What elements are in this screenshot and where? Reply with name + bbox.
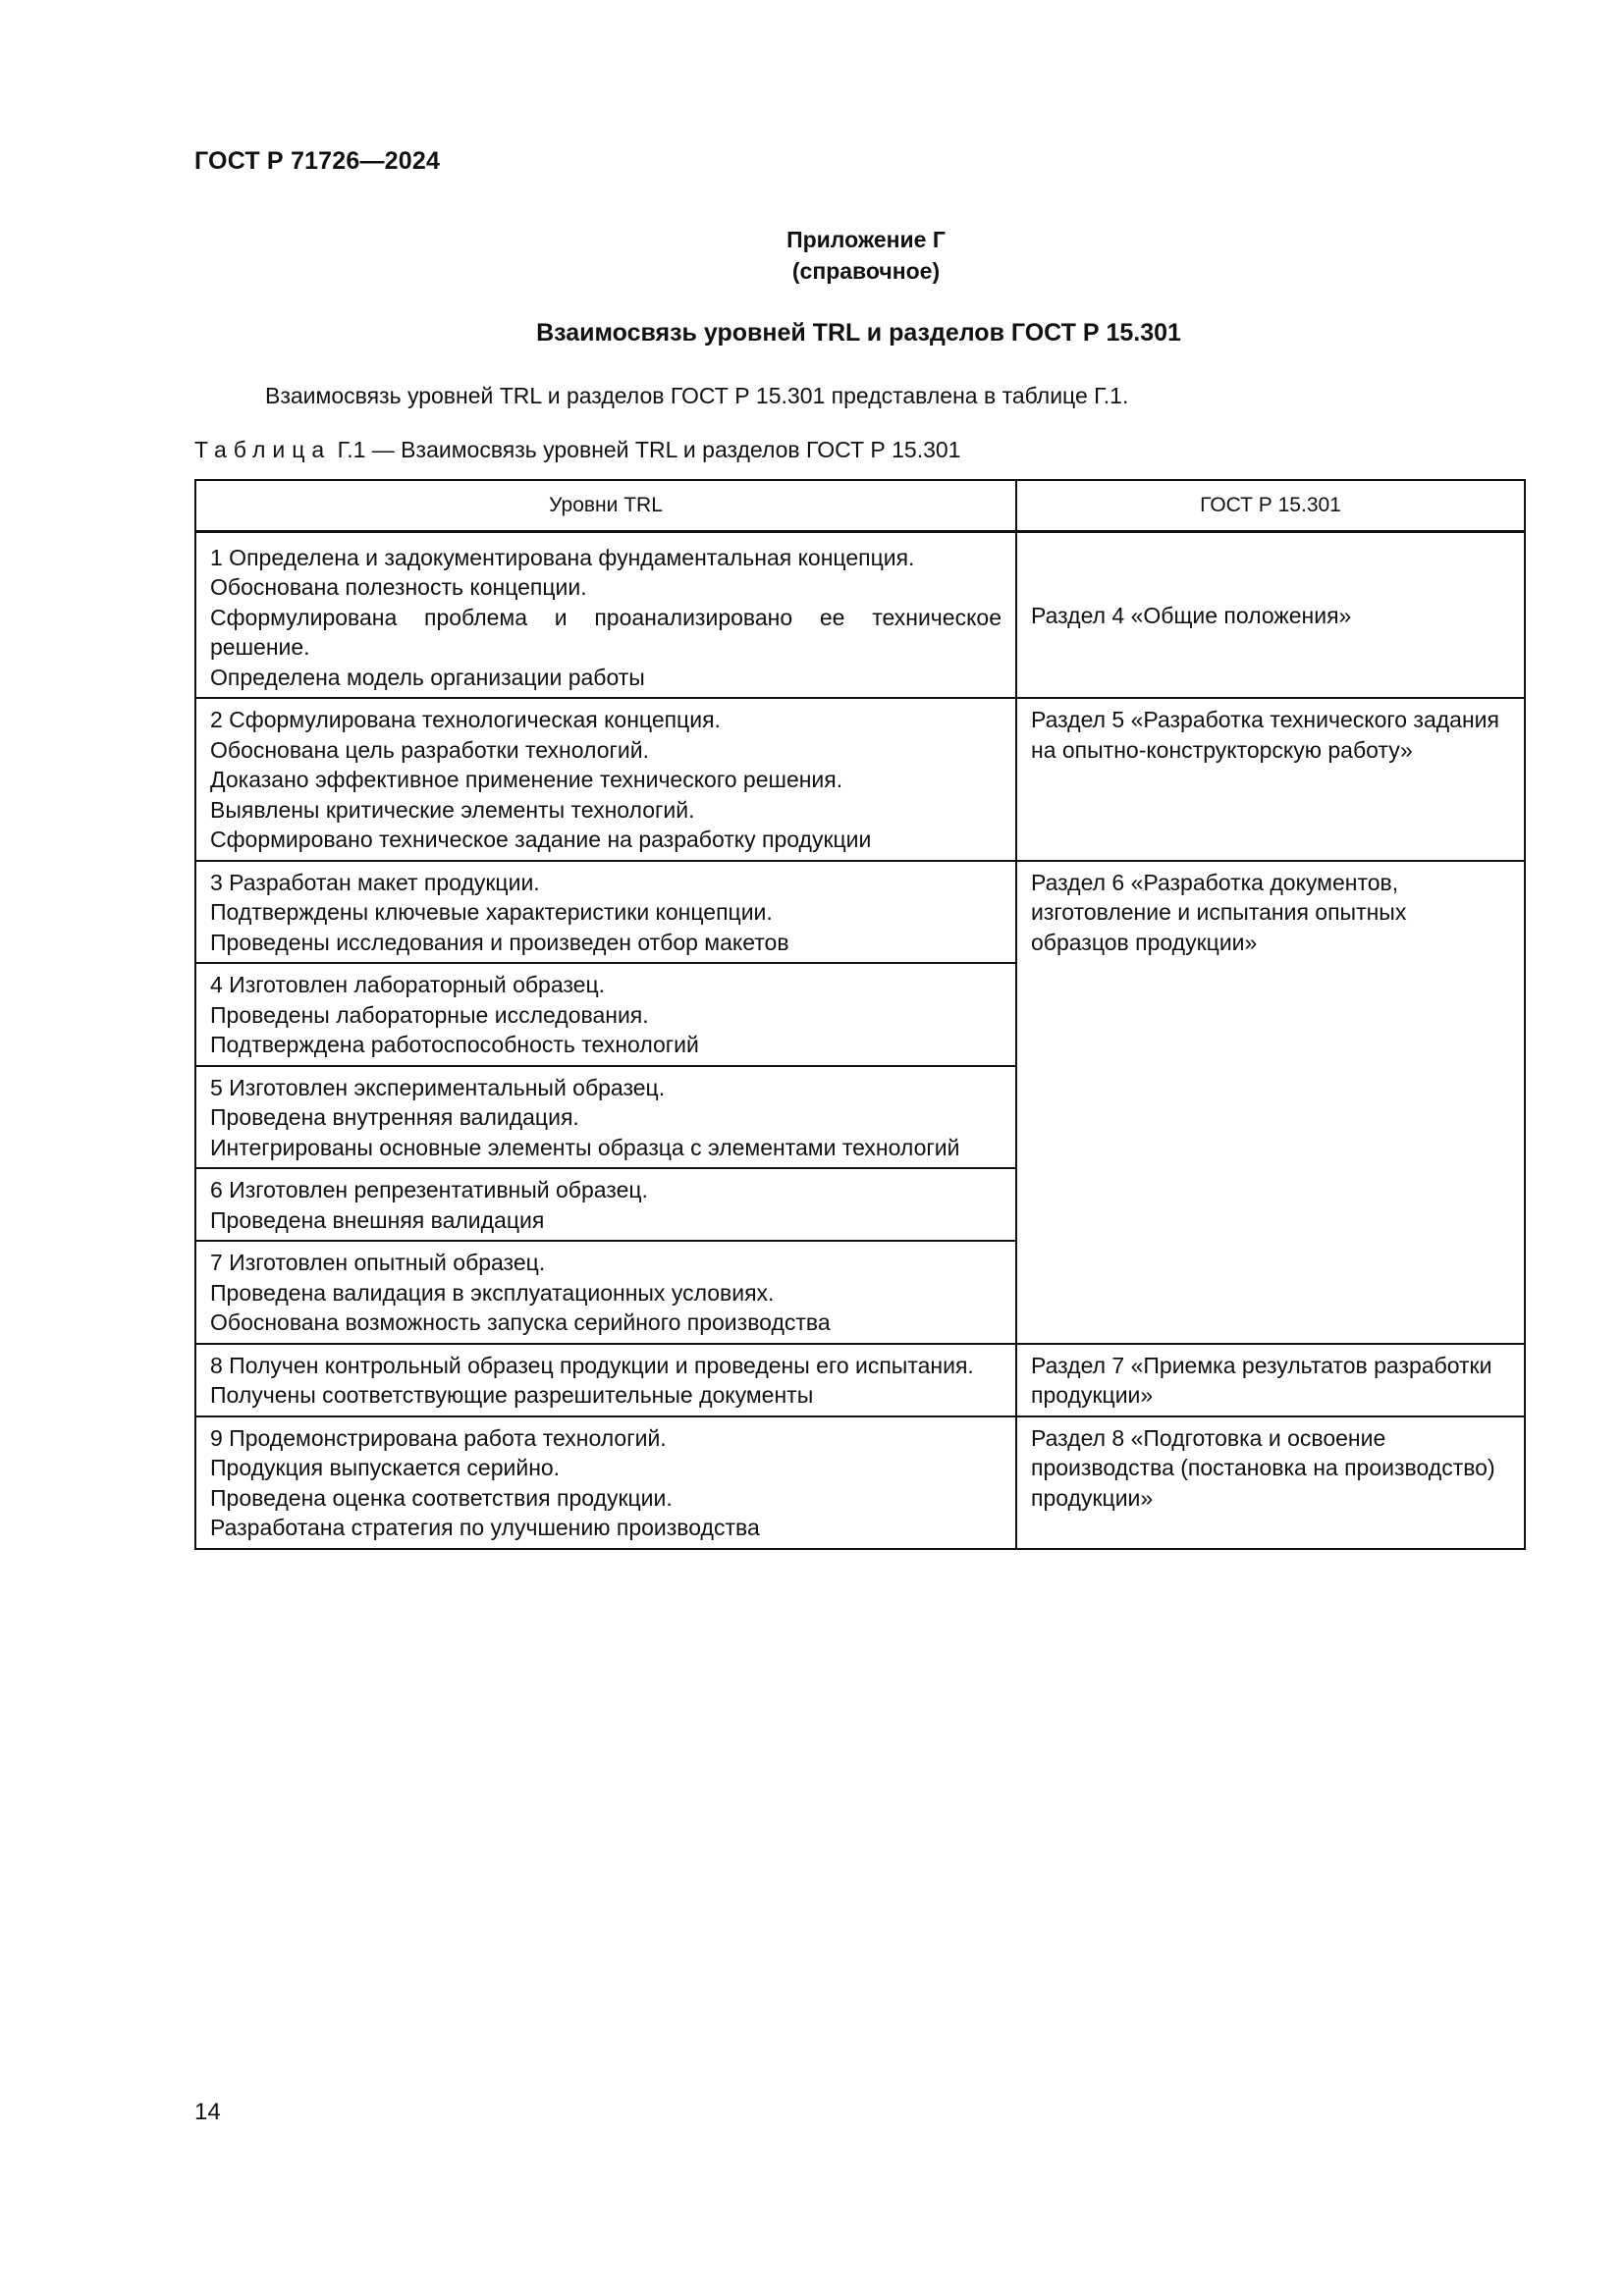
trl-level-9 <box>195 1416 1016 1549</box>
cell-line: Доказано эффективное применение технического решения. <box>210 767 843 792</box>
cell-line: 5 Изготовлен экспериментальный образец. <box>210 1074 666 1100</box>
cell-line: Подтверждена работоспособность технологий <box>210 1032 699 1057</box>
page-number: 14 <box>194 2099 221 2125</box>
cell-line: Проведена валидация в эксплуатационных условиях. <box>210 1279 775 1306</box>
cell-line: Получены соответствующие разрешительные документы <box>210 1382 814 1408</box>
cell-line: 2 Сформулирована технологическая концепция. <box>210 707 721 732</box>
cell-line: Проведена внутренняя валидация. <box>210 1104 579 1130</box>
trl-level-6 <box>195 1168 1016 1241</box>
trl-table <box>194 479 1526 1550</box>
cell-line: 9 Продемонстрирована работа технологий. <box>210 1424 667 1451</box>
cell-line: Проведены лабораторные исследования. <box>210 1001 649 1028</box>
trl-level-4 <box>195 963 1016 1066</box>
cell-line: Выявлены критические элементы технологий. <box>210 796 695 823</box>
trl-level-5 <box>195 1066 1016 1169</box>
gost-section-6: Раздел 6 «Разработка документов, изготовление и испытания опытных образцов продукции» <box>1016 861 1525 1344</box>
cell-line: Обоснована полезность концепции. <box>210 574 587 600</box>
section-heading: Взаимосвязь уровней TRL и разделов ГОСТ Р 15.301 <box>536 319 1181 347</box>
trl-level-3 <box>195 861 1016 964</box>
appendix-heading <box>0 224 1624 287</box>
cell-line: Сформировано техническое задание на разработку продукции <box>210 827 872 852</box>
header-trl-levels: Уровни TRL <box>195 480 1016 531</box>
table-caption <box>194 437 960 463</box>
table-row <box>195 698 1525 861</box>
gost-section-8: Раздел 8 «Подготовка и освоение производства (постановка на производство) продукции» <box>1016 1416 1525 1549</box>
intro-paragraph: Взаимосвязь уровней TRL и разделов ГОСТ Р 15.301 представлена в таблице Г.1. <box>265 383 1129 408</box>
cell-line: Проведены исследования и произведен отбор макетов <box>210 929 789 955</box>
table-row <box>195 531 1525 698</box>
cell-line: Проведена оценка соответствия продукции. <box>210 1484 673 1511</box>
table-row <box>195 1416 1525 1549</box>
trl-level-1 <box>195 531 1016 698</box>
cell-line: Разработана стратегия по улучшению производства <box>210 1515 760 1540</box>
trl-level-2 <box>195 698 1016 861</box>
cell-line: 8 Получен контрольный образец продукции и проведены его испытания. <box>210 1352 974 1378</box>
cell-line: 3 Разработан макет продукции. <box>210 869 540 895</box>
trl-level-8 <box>195 1344 1016 1416</box>
cell-line: Интегрированы основные элементы образца с элементами технологий <box>210 1134 960 1160</box>
cell-line: Подтверждены ключевые характеристики концепции. <box>210 899 773 925</box>
table-row <box>195 861 1525 964</box>
trl-level-7 <box>195 1241 1016 1344</box>
cell-line: 1 Определена и задокументирована фундаментальная концепция. <box>210 544 915 570</box>
header-gost-sections: ГОСТ Р 15.301 <box>1016 480 1525 531</box>
cell-line: Сформулирована проблема и проанализировано ее техническое решение. <box>210 604 1001 660</box>
cell-line: Раздел 4 «Общие положения» <box>1031 602 1352 628</box>
cell-line: 4 Изготовлен лабораторный образец. <box>210 972 606 997</box>
cell-line: Определена модель организации работы <box>210 664 645 690</box>
cell-line: Обоснована цель разработки технологий. <box>210 736 649 763</box>
cell-line: Продукция выпускается серийно. <box>210 1455 561 1480</box>
gost-section-7: Раздел 7 «Приемка результатов разработки продукции» <box>1016 1344 1525 1416</box>
appendix-title: Приложение Г <box>786 227 946 252</box>
table-caption-word: Таблица <box>194 437 332 462</box>
document-code: ГОСТ Р 71726—2024 <box>194 147 441 175</box>
gost-section-5: Раздел 5 «Разработка технического задания на опытно-конструкторскую работу» <box>1016 698 1525 861</box>
gost-section-4 <box>1016 531 1525 698</box>
cell-line: 6 Изготовлен репрезентативный образец. <box>210 1177 648 1202</box>
cell-line: Проведена внешняя валидация <box>210 1206 545 1233</box>
cell-line: 7 Изготовлен опытный образец. <box>210 1250 546 1275</box>
table-row <box>195 1344 1525 1416</box>
table-header-row <box>195 480 1525 531</box>
table-caption-text: Г.1 — Взаимосвязь уровней TRL и разделов ГОСТ Р 15.301 <box>337 437 961 462</box>
cell-line: Обоснована возможность запуска серийного производства <box>210 1309 831 1335</box>
appendix-type: (справочное) <box>791 258 941 284</box>
